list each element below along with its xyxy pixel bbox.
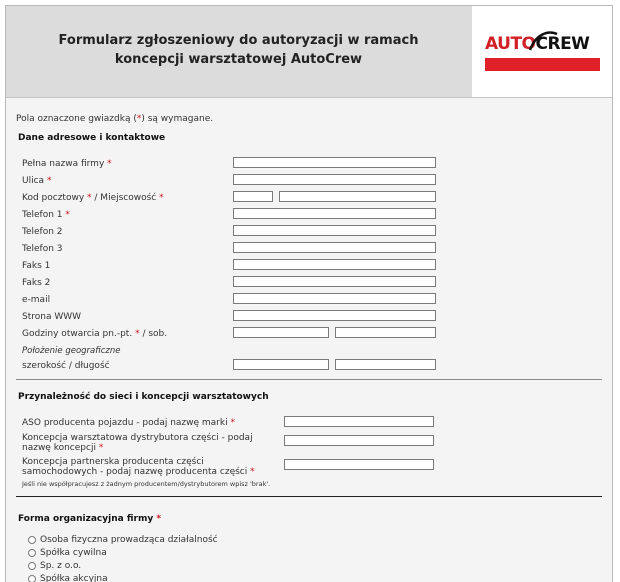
aso-brand-input[interactable] (284, 416, 434, 427)
radio-label: Osoba fizyczna prowadząca działalność (40, 535, 218, 545)
hours-saturday-input[interactable] (335, 327, 436, 338)
required-note: Pola oznaczone gwiazdką (*) są wymagane. (16, 114, 214, 124)
phone1-input[interactable] (233, 208, 436, 219)
section-divider-1 (16, 379, 602, 380)
label-street: Ulica * (22, 176, 52, 186)
label-fax2: Faks 2 (22, 278, 51, 288)
page-title (6, 31, 471, 69)
label-www: Strona WWW (22, 312, 82, 322)
hours-weekday-input[interactable] (233, 327, 329, 338)
section-title-network: Przynależność do sieci i koncepcji warsztatowych (18, 392, 269, 402)
phone3-input[interactable] (233, 242, 436, 253)
label-fax1: Faks 1 (22, 261, 51, 271)
form-container (5, 5, 613, 582)
distributor-concept-input[interactable] (284, 435, 434, 446)
label-geo-heading: Położenie geograficzne (22, 346, 121, 356)
latitude-input[interactable] (233, 359, 329, 370)
section-title-contact: Dane adresowe i kontaktowe (18, 133, 166, 143)
street-input[interactable] (233, 174, 436, 185)
label-phone2: Telefon 2 (22, 227, 63, 237)
www-input[interactable] (233, 310, 436, 321)
label-phone3: Telefon 3 (22, 244, 63, 254)
radio-circle-icon[interactable] (28, 549, 36, 557)
label-opening-hours: Godziny otwarcia pn.-pt. * / sob. (22, 329, 168, 339)
city-input[interactable] (279, 191, 436, 202)
label-distributor-concept: Koncepcja warsztatowa dystrybutora części - podaj nazwę koncepcji * (22, 433, 253, 453)
radio-circle-icon[interactable] (28, 536, 36, 544)
email-input[interactable] (233, 293, 436, 304)
page-title-line1: Formularz zgłoszeniowy do autoryzacji w ramach (58, 33, 419, 48)
radio-label: Sp. z o.o. (40, 561, 82, 571)
page-title-line2: koncepcji warsztatowej AutoCrew (114, 52, 363, 67)
company-name-input[interactable] (233, 157, 436, 168)
wrench-swoosh-icon (528, 30, 558, 52)
fax2-input[interactable] (233, 276, 436, 287)
label-phone1: Telefon 1 * (22, 210, 70, 220)
logo-red-bar (485, 58, 600, 71)
section-title-org: Forma organizacyjna firmy * (18, 514, 162, 524)
phone2-input[interactable] (233, 225, 436, 236)
section-divider-2 (16, 496, 602, 497)
postal-code-input[interactable] (233, 191, 273, 202)
partner-concept-input[interactable] (284, 459, 434, 470)
autocrew-logo (472, 6, 612, 97)
fax1-input[interactable] (233, 259, 436, 270)
radio-label: Spółka cywilna (40, 548, 107, 558)
label-email: e-mail (22, 295, 51, 305)
longitude-input[interactable] (335, 359, 436, 370)
logo-wordmark: AUTOCREW (485, 34, 590, 54)
radio-circle-icon[interactable] (28, 562, 36, 570)
radio-label: Spółka akcyjna (40, 574, 108, 582)
label-company-name: Pełna nazwa firmy * (22, 159, 112, 169)
form-header (6, 6, 612, 98)
label-geo: szerokość / długość (22, 361, 110, 371)
label-aso: ASO producenta pojazdu - podaj nazwę marki * (22, 418, 235, 428)
label-postal-city: Kod pocztowy * / Miejscowość * (22, 193, 164, 203)
label-partner-concept: Koncepcja partnerska producenta części samochodowych - podaj nazwę producenta części * (22, 457, 255, 477)
network-hint: Jeśli nie współpracujesz z żadnym producentem/dystrybutorem wpisz 'brak'. (22, 480, 271, 488)
